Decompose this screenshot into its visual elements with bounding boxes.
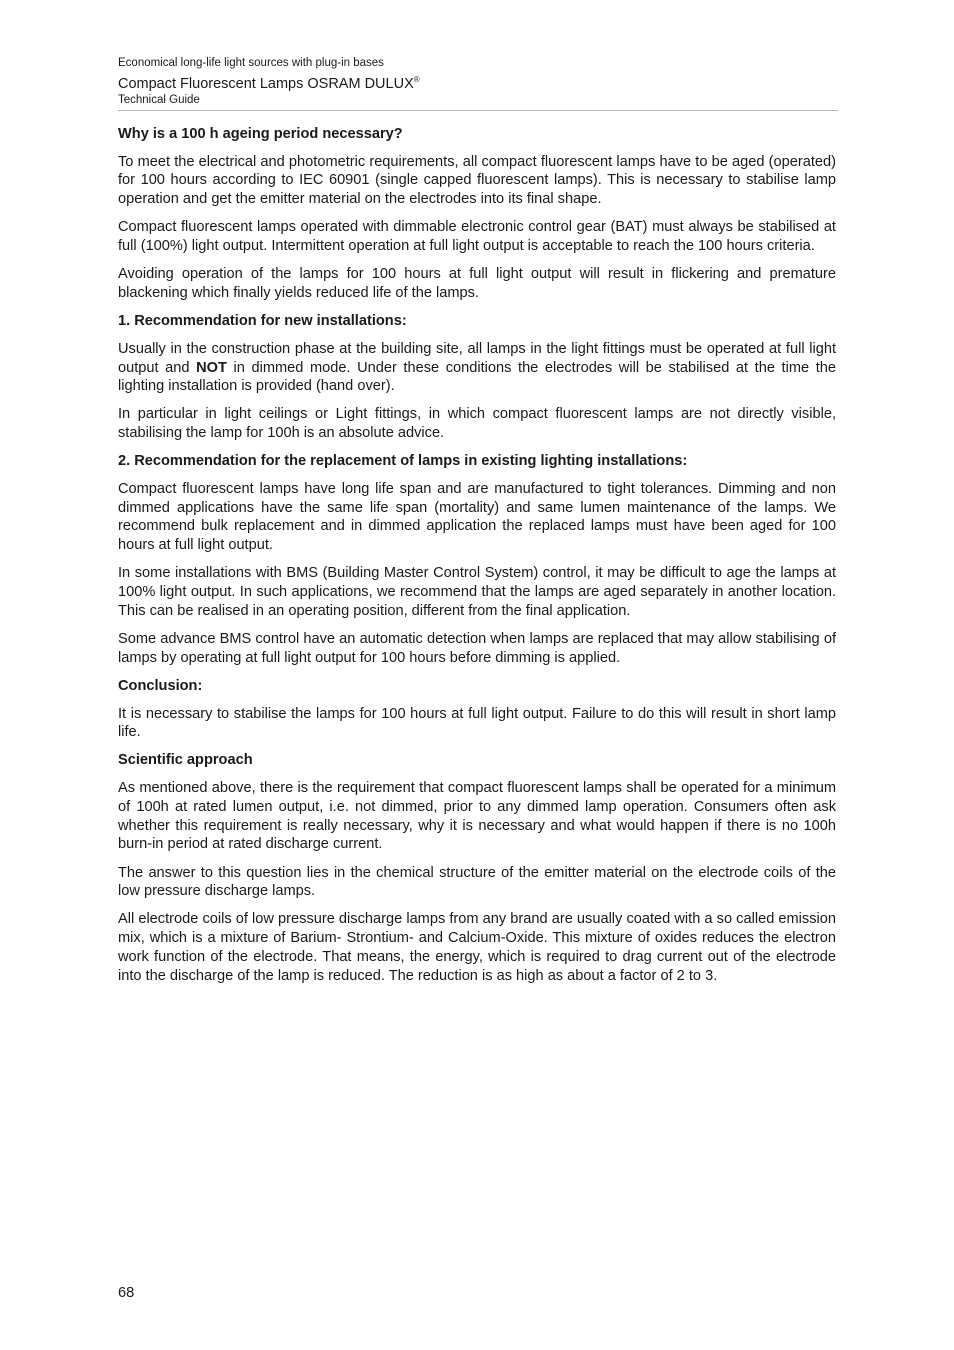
paragraph: All electrode coils of low pressure discharge lamps from any brand are usually coated with a so called emission mix, which is a mixture of Barium- Strontium- and Calcium-Oxide. This mixture of oxides reduces the electron work function of the electrode. That means, the energy, which is required to drag current out of the electrode into the discharge of the lamp is reduced. The reduction is as high as about a factor of 2 to 3. [118,911,836,984]
paragraph: To meet the electrical and photometric requirements, all compact fluorescent lamps have to be aged (operated) for 100 hours according to IEC 60901 (single capped fluorescent lamps). This is necessary to stabilise lamp operation and get the emitter material on the electrodes into its final shape. [118,153,836,208]
paragraph: It is necessary to stabilise the lamps for 100 hours at full light output. Failure to do this will result in short lamp life. [118,705,836,741]
page-number: 68 [118,1285,135,1301]
heading-new-installations: 1. Recommendation for new installations: [118,313,407,330]
heading-conclusion: Conclusion: [118,677,203,694]
emphasis-not: NOT [196,359,227,376]
main-content [118,125,836,995]
paragraph: Compact fluorescent lamps have long life span and are manufactured to tight tolerances. Dimming and non dimmed applications have the same life span (mortality) and same lumen maintenance of the lamps. We recommend bulk replacement and in dimmed application the replaced lamps must have been aged for 100 hours at full light output. [118,481,836,554]
paragraph: Compact fluorescent lamps operated with dimmable electronic control gear (BAT) must always be stabilised at full (100%) light output. Intermittent operation at full light output is acceptable to reach the 100 hours criteria. [118,219,836,255]
heading-replacement: 2. Recommendation for the replacement of lamps in existing lighting installations: [118,453,688,470]
header-guide-label: Technical Guide [118,94,200,106]
header-title [118,71,838,93]
paragraph: Some advance BMS control have an automatic detection when lamps are replaced that may allow stabilising of lamps by operating at full light output for 100 hours before dimming is applied. [118,630,836,666]
paragraph: The answer to this question lies in the chemical structure of the emitter material on the electrode coils of the low pressure discharge lamps. [118,864,836,900]
header-subtitle: Economical long-life light sources with plug-in bases [118,57,384,69]
header-title-text: Compact Fluorescent Lamps OSRAM DULUX [118,76,414,92]
paragraph: In particular in light ceilings or Light fittings, in which compact fluorescent lamps are not directly visible, stabilising the lamp for 100h is an absolute advice. [118,406,836,442]
paragraph: As mentioned above, there is the requirement that compact fluorescent lamps shall be operated for a minimum of 100h at rated lumen output, i.e. not dimmed, prior to any dimmed lamp operation. Consumers often ask whether this requirement is really necessary, why it is necessary and what would happen if there is no 100h burn-in period at rated discharge current. [118,780,836,853]
running-header [118,56,838,111]
registered-mark: ® [413,75,420,84]
text-run: Usually in the construction phase at the building site, all lamps in the light fittings must be operated at full light output and [118,340,836,376]
paragraph: In some installations with BMS (Building Master Control System) control, it may be difficult to age the lamps at 100% light output. In such applications, we recommend that the lamps are aged separately in another location. This can be realised in an operating position, different from the final application. [118,565,836,619]
paragraph: Avoiding operation of the lamps for 100 hours at full light output will result in flickering and premature blackening which finally yields reduced life of the lamps. [118,266,836,301]
paragraph [118,340,836,396]
heading-ageing-period: Why is a 100 h ageing period necessary? [118,126,403,142]
text-run: in dimmed mode. Under these conditions the electrodes will be stabilised at the time the lighting installation is provided (hand over). [118,359,836,395]
heading-scientific-approach: Scientific approach [118,752,253,769]
